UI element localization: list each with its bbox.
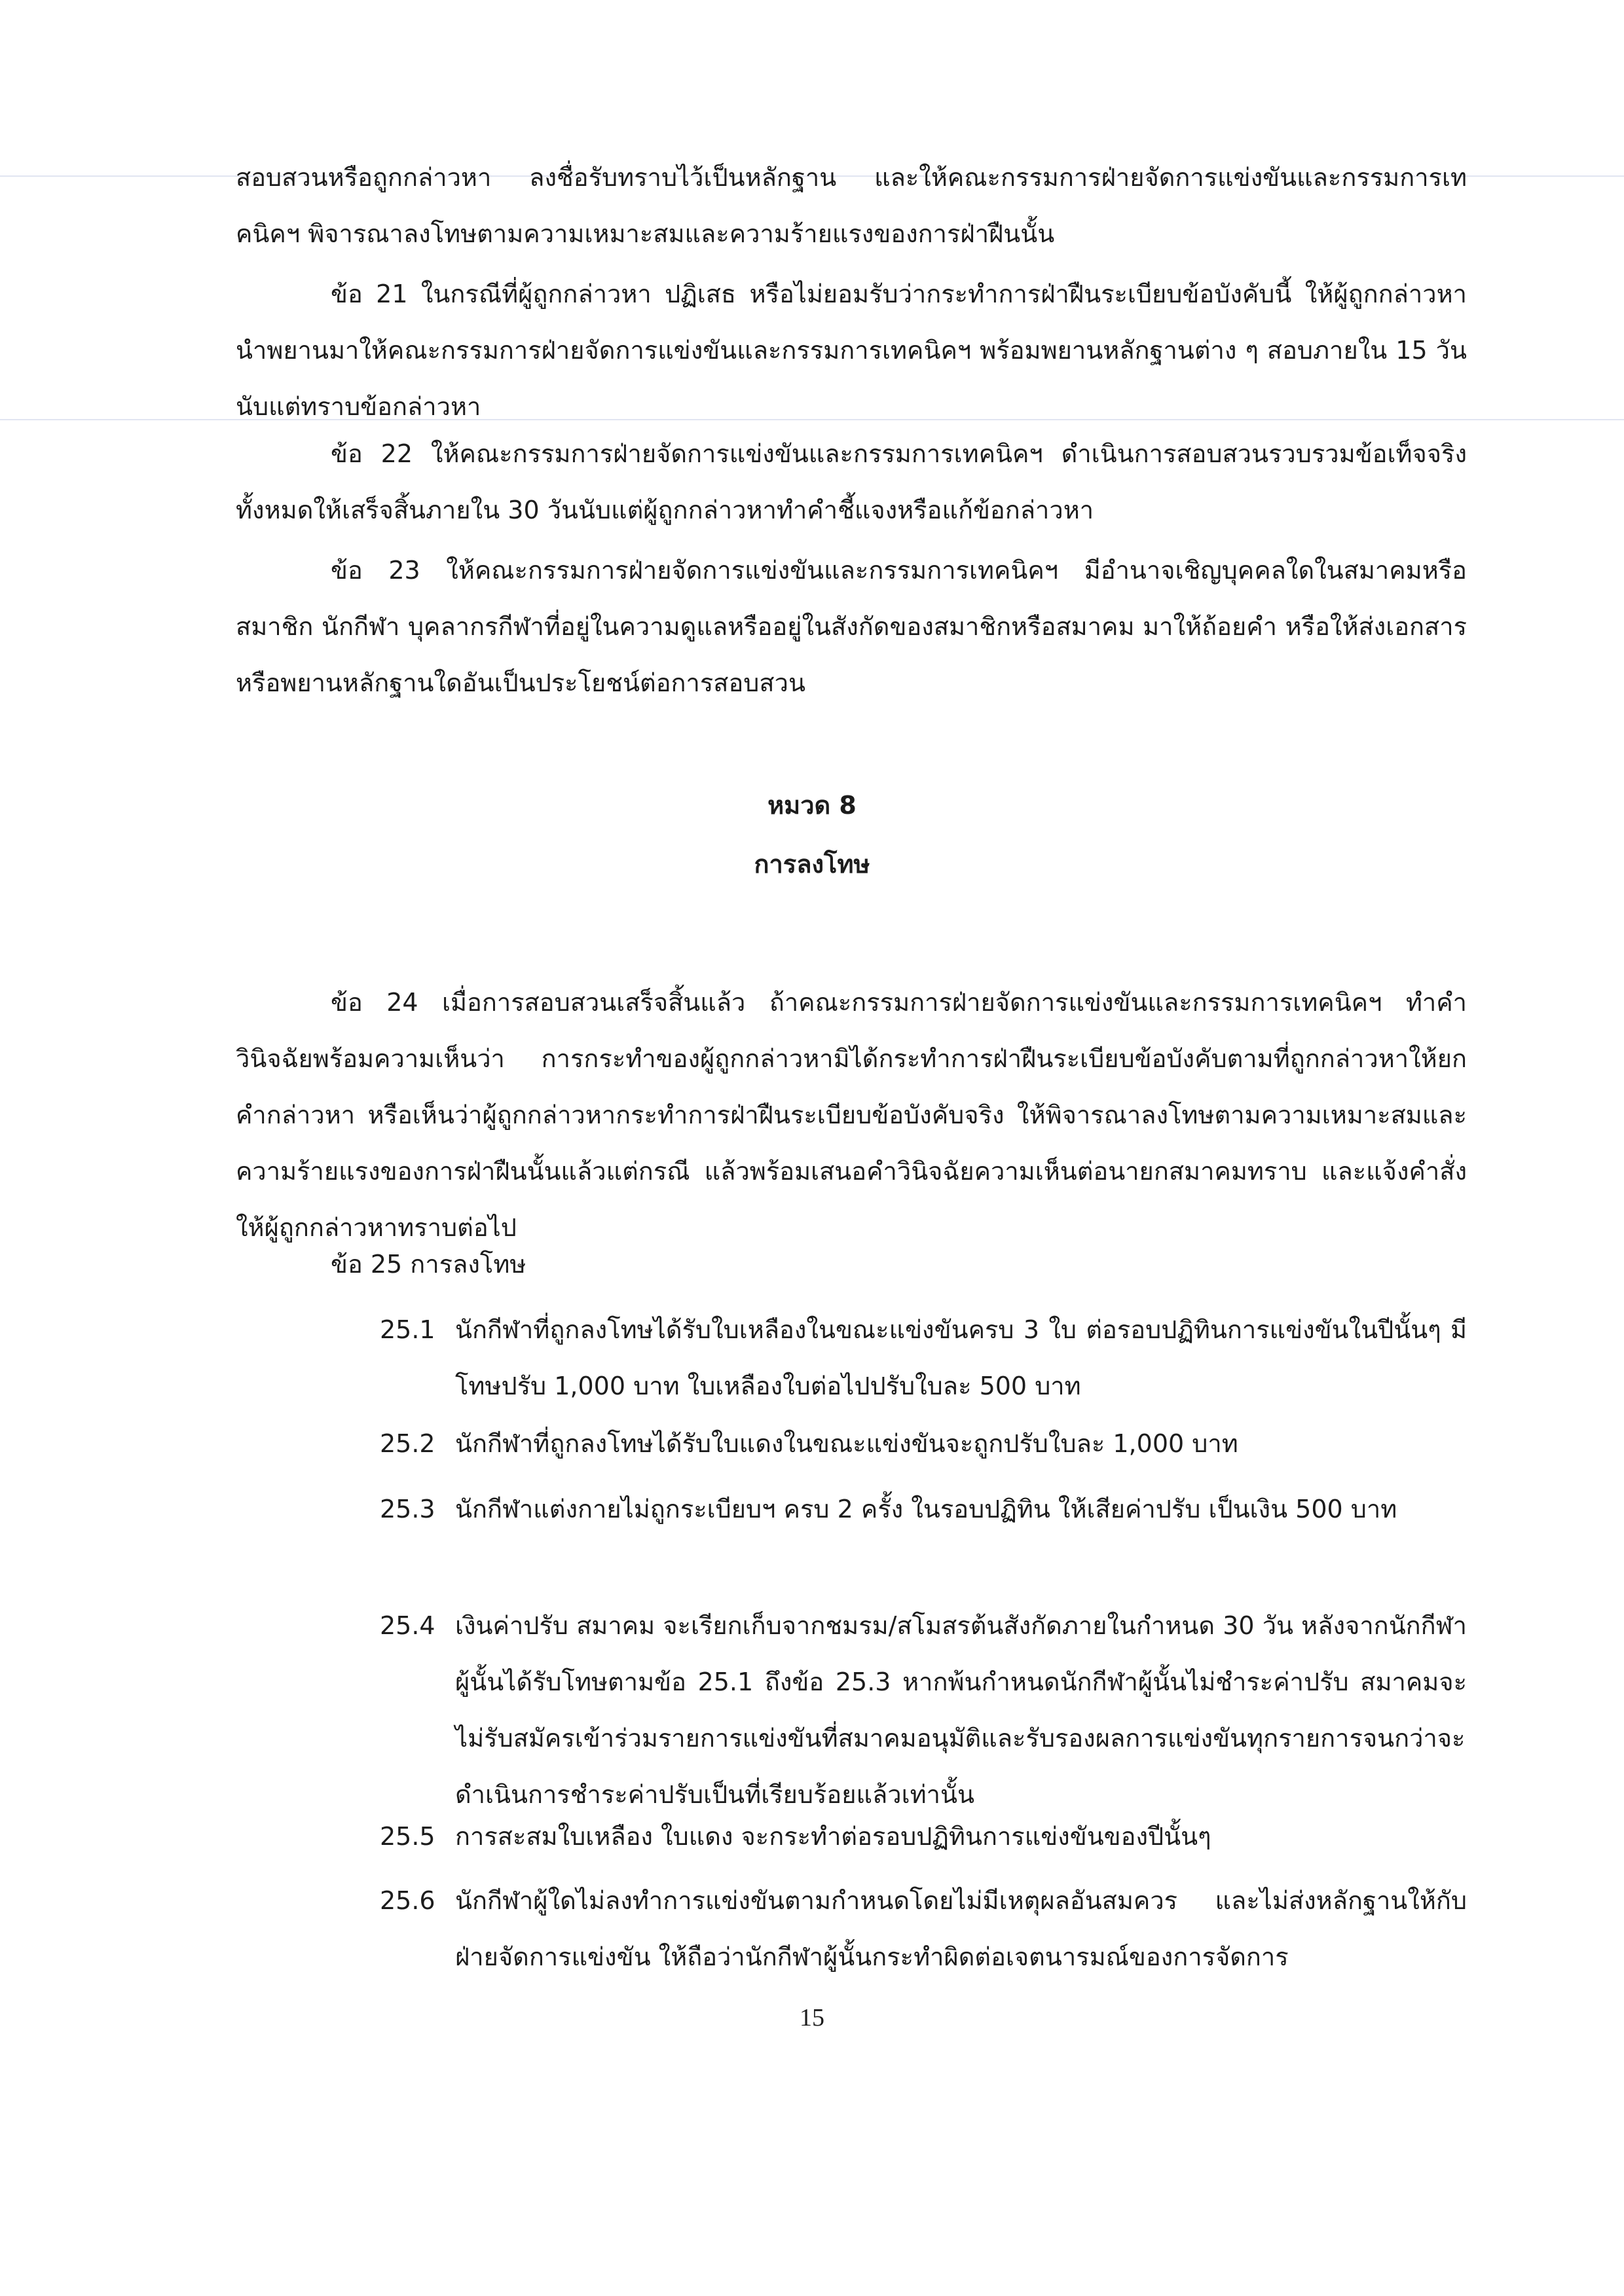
item-number: 25.2 — [380, 1429, 435, 1458]
clause-23: ข้อ 23 ให้คณะกรรมการฝ่ายจัดการแข่งขันและกรรมการเทคนิคฯ มีอำนาจเชิญบุคคลใดในสมาคมหรือสมาชิก นักกีฬา บุคลากรกีฬาที่อยู่ในความดูแลหรืออยู่ในสังกัดของสมาชิกหรือสมาคม มาให้ถ้อยคำ หรือให้ส่งเอกสารหรือพยานหลักฐานใดอันเป็นประโยชน์ต่อการสอบสวน — [236, 556, 1467, 697]
list-item — [380, 1872, 1467, 1985]
intro-paragraph: สอบสวนหรือถูกกล่าวหา ลงชื่อรับทราบไว้เป็นหลักฐาน และให้คณะกรรมการฝ่ายจัดการแข่งขันและกรรมการเทคนิคฯ พิจารณาลงโทษตามความเหมาะสมและความร้ายแรงของการฝ่าฝืนนั้น — [236, 163, 1467, 248]
list-item — [380, 1597, 1467, 1823]
list-item — [380, 1481, 1467, 1537]
item-text: นักกีฬาที่ถูกลงโทษได้รับใบเหลืองในขณะแข่งขันครบ 3 ใบ ต่อรอบปฏิทินการแข่งขันในปีนั้นๆ มีโทษปรับ 1,000 บาท ใบเหลืองใบต่อไปปรับใบละ 500 บาท — [455, 1315, 1467, 1400]
list-item — [380, 1808, 1467, 1865]
item-number: 25.5 — [380, 1822, 435, 1851]
clause-25-title: ข้อ 25 การลงโทษ — [331, 1250, 526, 1279]
item-number: 25.4 — [380, 1611, 435, 1640]
item-text: นักกีฬาที่ถูกลงโทษได้รับใบแดงในขณะแข่งขันจะถูกปรับใบละ 1,000 บาท — [455, 1429, 1238, 1458]
list-item — [380, 1302, 1467, 1414]
item-text: เงินค่าปรับ สมาคม จะเรียกเก็บจากชมรม/สโมสรต้นสังกัดภายในกำหนด 30 วัน หลังจากนักกีฬาผู้นั้นได้รับโทษตามข้อ 25.1 ถึงข้อ 25.3 หากพ้นกำหนดนักกีฬาผู้นั้นไม่ชำระค่าปรับ สมาคมจะไม่รับสมัครเข้าร่วมรายการแข่งขันที่สมาคมอนุมัติและรับรองผลการแข่งขันทุกรายการจนกว่าจะดำเนินการชำระค่าปรับเป็นที่เรียบร้อยแล้วเท่านั้น — [455, 1611, 1467, 1809]
item-text: นักกีฬาแต่งกายไม่ถูกระเบียบฯ ครบ 2 ครั้ง ในรอบปฏิทิน ให้เสียค่าปรับ เป็นเงิน 500 บาท — [455, 1495, 1397, 1523]
item-text: นักกีฬาผู้ใดไม่ลงทำการแข่งขันตามกำหนดโดยไม่มีเหตุผลอันสมควร และไม่ส่งหลักฐานให้กับฝ่ายจัดการแข่งขัน ให้ถือว่านักกีฬาผู้นั้นกระทำผิดต่อเจตนารมณ์ของการจัดการ — [455, 1886, 1467, 1971]
clause-22: ข้อ 22 ให้คณะกรรมการฝ่ายจัดการแข่งขันและกรรมการเทคนิคฯ ดำเนินการสอบสวนรวบรวมข้อเท็จจริงทั้งหมดให้เสร็จสิ้นภายใน 30 วันนับแต่ผู้ถูกกล่าวหาทำคำชี้แจงหรือแก้ข้อกล่าวหา — [236, 439, 1467, 524]
page-number: 15 — [800, 2004, 824, 2032]
item-number: 25.6 — [380, 1886, 435, 1915]
clause-24: ข้อ 24 เมื่อการสอบสวนเสร็จสิ้นแล้ว ถ้าคณะกรรมการฝ่ายจัดการแข่งขันและกรรมการเทคนิคฯ ทำคำวินิจฉัยพร้อมความเห็นว่า การกระทำของผู้ถูกกล่าวหามิได้กระทำการฝ่าฝืนระเบียบข้อบังคับตามที่ถูกกล่าวหาให้ยกคำกล่าวหา หรือเห็นว่าผู้ถูกกล่าวหากระทำการฝ่าฝืนระเบียบข้อบังคับจริง ให้พิจารณาลงโทษตามความเหมาะสมและความร้ายแรงของการฝ่าฝืนนั้นแล้วแต่กรณี แล้วพร้อมเสนอคำวินิจฉัยความเห็นต่อนายกสมาคมทราบ และแจ้งคำสั่งให้ผู้ถูกกล่าวหาทราบต่อไป — [236, 988, 1467, 1242]
item-number: 25.3 — [380, 1495, 435, 1523]
section-title: การลงโทษ — [754, 850, 870, 879]
item-number: 25.1 — [380, 1315, 435, 1344]
item-text: การสะสมใบเหลือง ใบแดง จะกระทำต่อรอบปฏิทินการแข่งขันของปีนั้นๆ — [455, 1822, 1211, 1851]
section-number: หมวด 8 — [767, 791, 857, 820]
list-item — [380, 1415, 1467, 1472]
clause-21: ข้อ 21 ในกรณีที่ผู้ถูกกล่าวหา ปฏิเสธ หรือไม่ยอมรับว่ากระทำการฝ่าฝืนระเบียบข้อบังคับนี้ ให้ผู้ถูกกล่าวหานำพยานมาให้คณะกรรมการฝ่ายจัดการแข่งขันและกรรมการเทคนิคฯ พร้อมพยานหลักฐานต่าง ๆ สอบภายใน 15 วันนับแต่ทราบข้อกล่าวหา — [236, 280, 1467, 421]
